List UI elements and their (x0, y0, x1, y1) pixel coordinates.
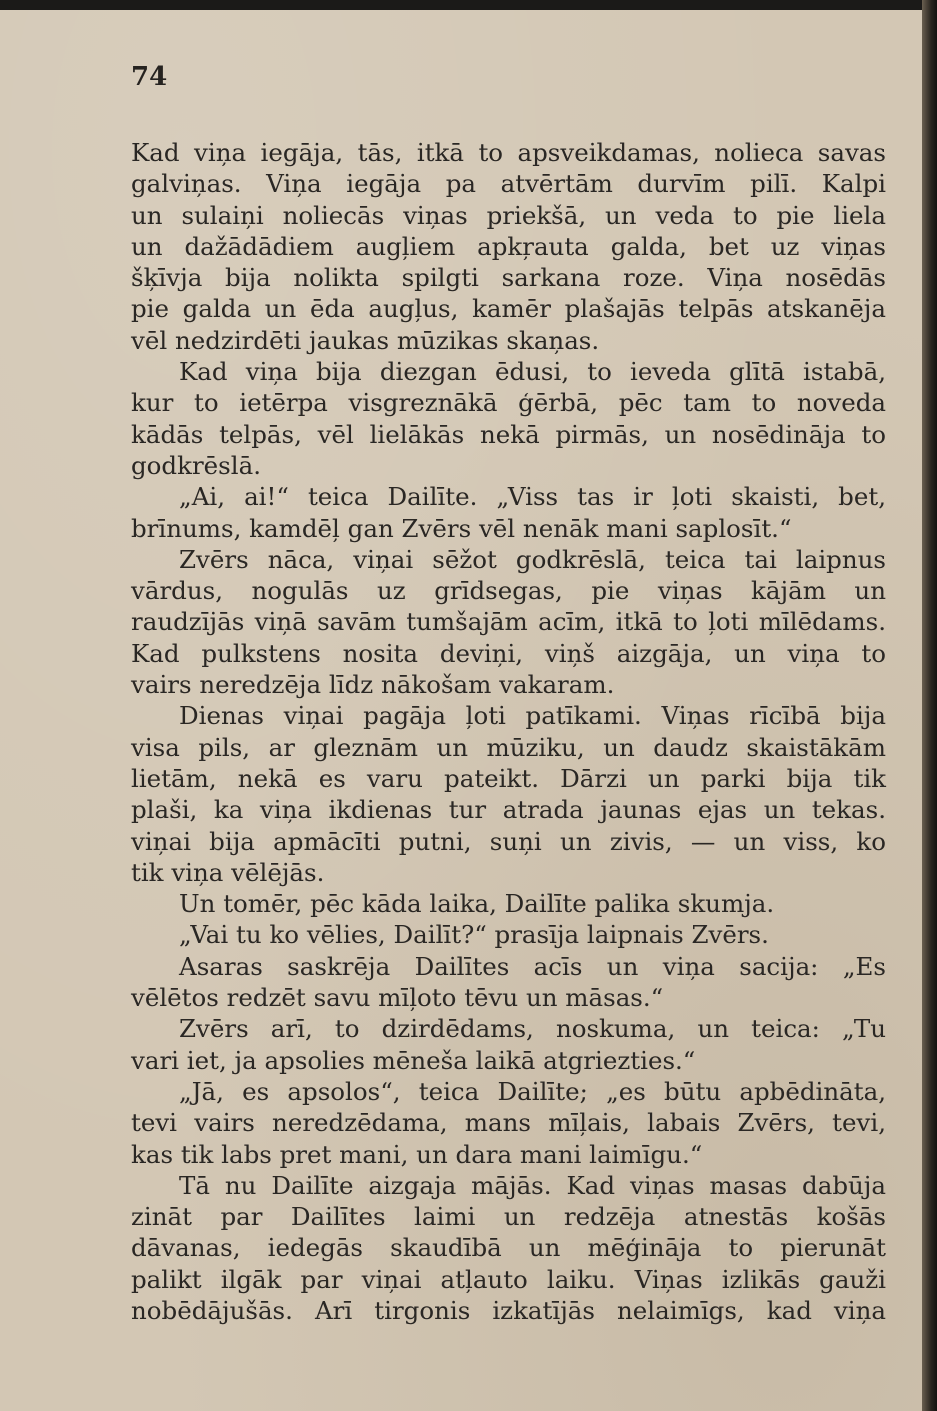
text-line: Un tomēr, pēc kāda laika, Dailīte palika skumja. (179, 889, 775, 919)
text-line: visa pils, ar gleznām un mūziku, un daudz skaistākām (131, 732, 886, 762)
text-line: Kad viņa bija diezgan ēdusi, to ieveda glītā istabā, (179, 357, 886, 387)
text-line: brīnums, kamdēļ gan Zvērs vēl nenāk mani saplosīt.“ (131, 513, 792, 543)
text-line: zināt par Dailītes laimi un redzēja atnestās košās (131, 1202, 886, 1232)
text-line: „Vai tu ko vēlies, Dailīt?“ prasīja laipnais Zvērs. (179, 920, 769, 950)
text-line: vārdus, nogulās uz grīdsegas, pie viņas kājām un (131, 576, 886, 606)
text-line: kur to ietērpa visgreznākā ģērbā, pēc tam to noveda (131, 388, 886, 418)
text-line: Kad pulkstens nosita deviņi, viņš aizgāja, un viņa to (131, 638, 886, 668)
text-line: Dienas viņai pagāja ļoti patīkami. Viņas rīcībā bija (179, 701, 886, 731)
text-line: kādās telpās, vēl lielākās nekā pirmās, un nosēdināja to (131, 419, 886, 449)
text-line: viņai bija apmācīti putni, suņi un zivis, — un viss, ko (131, 826, 886, 856)
text-line: lietām, nekā es varu pateikt. Dārzi un parki bija tik (131, 763, 886, 793)
text-line: kas tik labs pret mani, un dara mani laimīgu.“ (131, 1139, 703, 1169)
text-line: galviņas. Viņa iegāja pa atvērtām durvīm pilī. Kalpi (131, 169, 886, 199)
text-line: pie galda un ēda augļus, kamēr plašajās telpās atskanēja (131, 294, 886, 324)
text-line: šķīvja bija nolikta spilgti sarkana roze. Viņa nosēdās (131, 263, 886, 293)
book-spine-shadow (922, 0, 937, 1411)
text-line: un dažādādiem augļiem apkŗauta galda, bet uz viņas (131, 231, 886, 261)
text-line: vēl nedzirdēti jaukas mūzikas skaņas. (131, 325, 600, 355)
text-line: un sulaiņi noliecās viņas priekšā, un veda to pie liela (131, 200, 886, 230)
book-page (0, 10, 922, 1411)
text-line: Asaras saskrēja Dailītes acīs un viņa sacija: „Es (179, 951, 886, 981)
text-line: Tā nu Dailīte aizgaja mājās. Kad viņas masas dabūja (179, 1170, 886, 1200)
text-line: Zvērs nāca, viņai sēžot godkrēslā, teica tai laipnus (179, 544, 886, 574)
text-line: Zvērs arī, to dzirdēdams, noskuma, un teica: „Tu (179, 1014, 886, 1044)
text-line: tik viņa vēlējās. (131, 857, 325, 887)
text-line: tevi vairs neredzēdama, mans mīļais, labais Zvērs, tevi, (131, 1108, 886, 1138)
text-line: vairs neredzēja līdz nākošam vakaram. (131, 670, 615, 700)
text-line: „Jā, es apsolos“, teica Dailīte; „es būtu apbēdināta, (179, 1076, 886, 1106)
text-line: palikt ilgāk par viņai atļauto laiku. Viņas izlikās gauži (131, 1264, 886, 1294)
text-line: plaši, ka viņa ikdienas tur atrada jaunas ejas un tekas. (131, 795, 886, 825)
text-line: vēlētos redzēt savu mīļoto tēvu un māsas.“ (131, 983, 664, 1013)
text-line: „Ai, ai!“ teica Dailīte. „Viss tas ir ļoti skaisti, bet, (179, 482, 886, 512)
text-line: vari iet, ja apsolies mēneša laikā atgriezties.“ (131, 1045, 696, 1075)
page-number: 74 (131, 62, 168, 92)
text-line: Kad viņa iegāja, tās, itkā to apsveikdamas, nolieca savas (131, 138, 886, 167)
body-text (131, 137, 886, 1326)
text-line: dāvanas, iedegās skaudībā un mēģināja to pierunāt (131, 1233, 886, 1263)
text-line: nobēdājušās. Arī tirgonis izkatījās nelaimīgs, kad viņa (131, 1295, 886, 1325)
text-line: raudzījās viņā savām tumšajām acīm, itkā to ļoti mīlēdams. (131, 607, 886, 637)
text-line: godkrēslā. (131, 450, 261, 480)
